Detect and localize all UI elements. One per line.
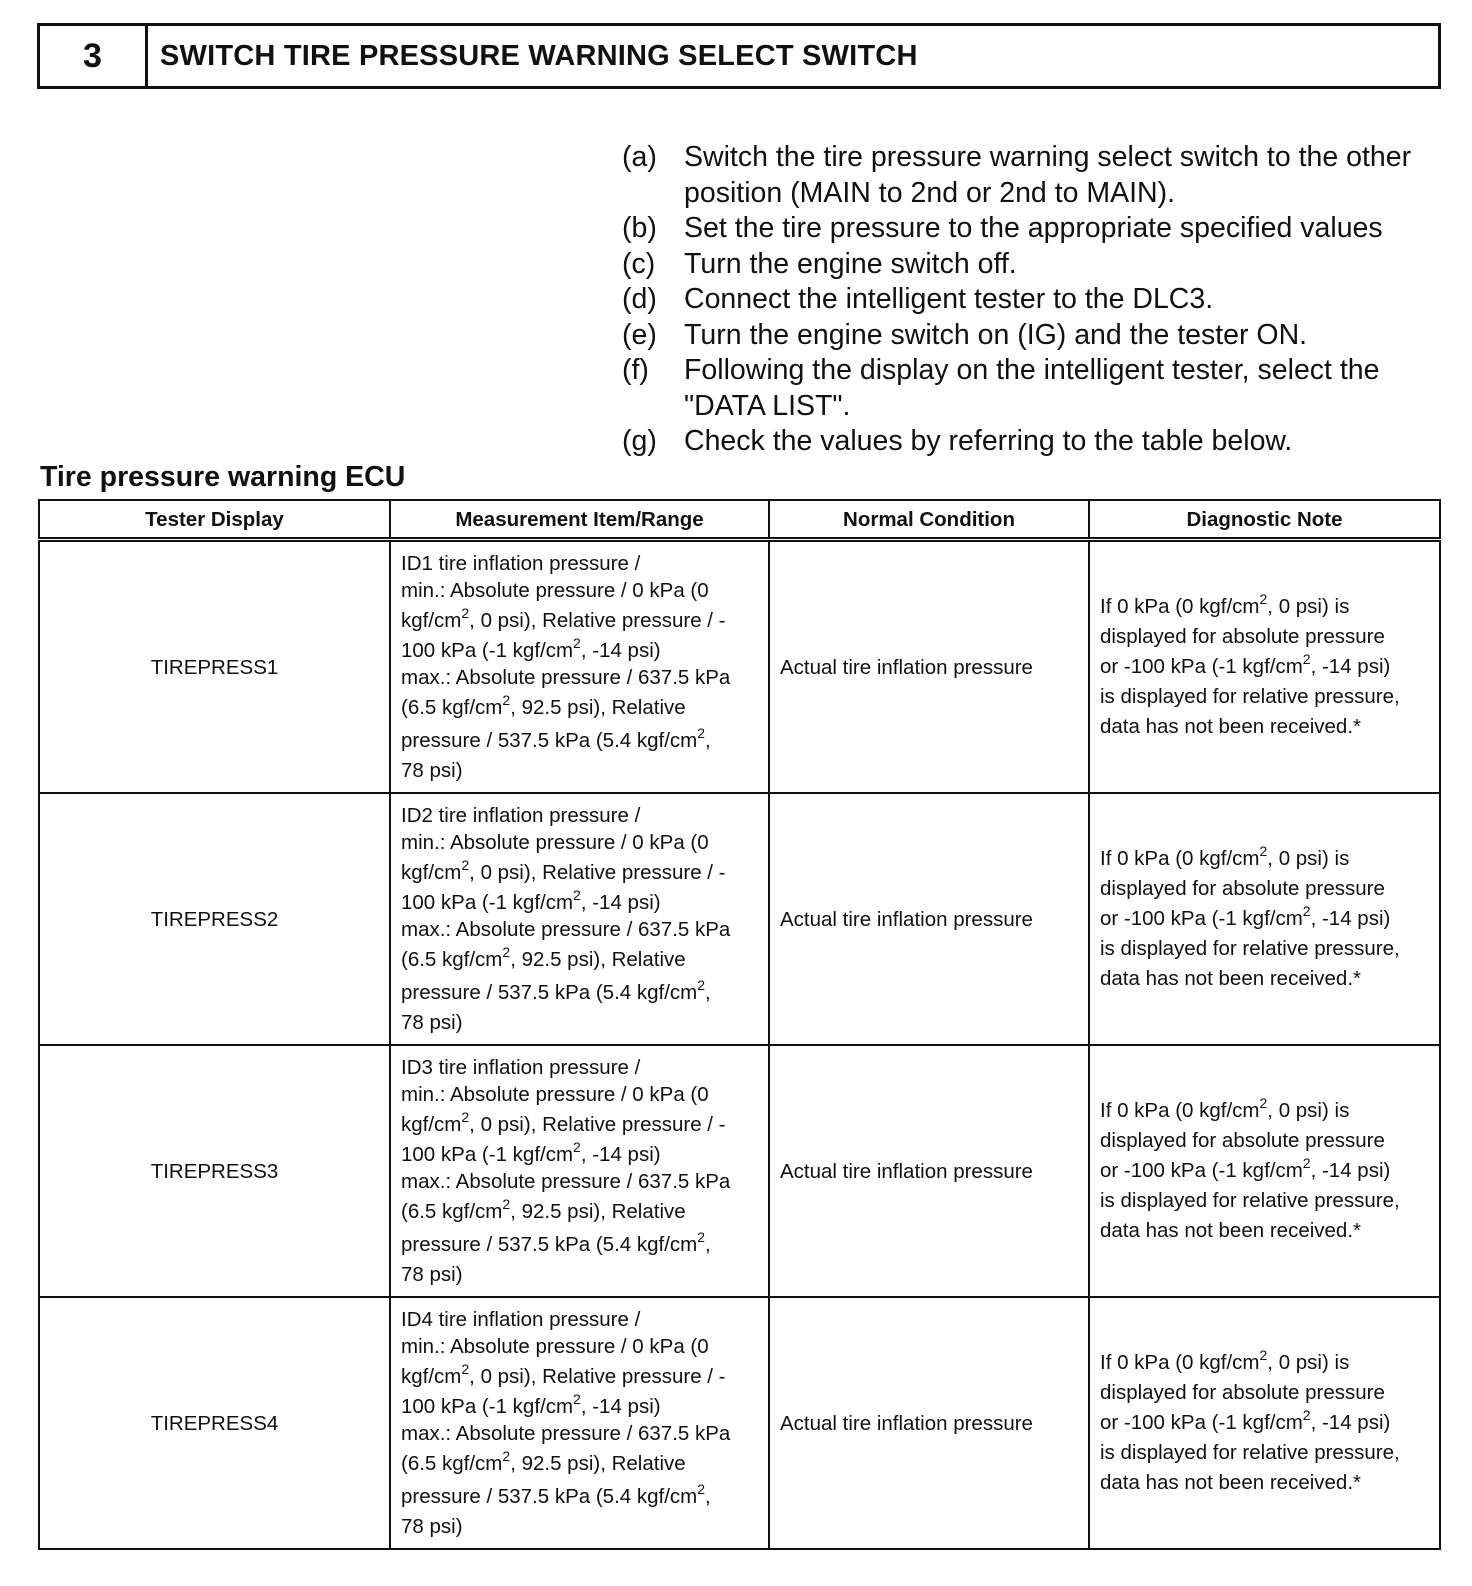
table-header-row (39, 500, 1440, 540)
instruction-text: Switch the tire pressure warning select switch to the other position (MAIN to 2nd or 2nd to MAIN). (684, 141, 1412, 209)
normal-condition-cell: Actual tire inflation pressure (769, 1297, 1089, 1549)
note-line: or -100 kPa (-1 kgf/$cm^2$, -14 psi) (1100, 1155, 1391, 1182)
instruction-item (622, 318, 1452, 354)
header-measurement-item: Measurement Item/Range (390, 500, 769, 540)
range-last-line: 78 psi) (401, 759, 463, 782)
instruction-list (622, 140, 1452, 460)
range-rel-max-line: pressure / 537.5 kPa (5.4 kgf/$cm^2$, (401, 977, 711, 1004)
note-line: is displayed for relative pressure, (1100, 685, 1400, 708)
tester-display-cell: TIREPRESS3 (39, 1045, 390, 1297)
instruction-item (622, 140, 1452, 211)
step-number: 3 (40, 26, 148, 86)
note-line: data has not been received.* (1100, 1471, 1361, 1494)
table-title: Tire pressure warning ECU (40, 461, 406, 493)
table-row (39, 1045, 1440, 1297)
note-line: or -100 kPa (-1 kgf/$cm^2$, -14 psi) (1100, 651, 1391, 678)
note-line: is displayed for relative pressure, (1100, 937, 1400, 960)
instruction-label: (b) (622, 212, 657, 244)
range-min-line: min.: Absolute pressure / 0 kPa (0 (401, 579, 709, 602)
item-name: ID2 tire inflation pressure / (401, 804, 641, 827)
note-line: is displayed for relative pressure, (1100, 1189, 1400, 1212)
normal-condition-cell: Actual tire inflation pressure (769, 540, 1089, 794)
normal-condition-cell: Actual tire inflation pressure (769, 793, 1089, 1045)
note-line: is displayed for relative pressure, (1100, 1441, 1400, 1464)
header-diagnostic-note: Diagnostic Note (1089, 500, 1440, 540)
range-rel-max-line: pressure / 537.5 kPa (5.4 kgf/$cm^2$, (401, 1481, 711, 1508)
instruction-text: Turn the engine switch off. (684, 247, 1017, 280)
note-line: If 0 kPa (0 kgf/$cm^2$, 0 psi) is (1100, 843, 1350, 870)
range-max-units-line: (6.5 kgf/$cm^2$, 92.5 psi), Relative (401, 1196, 686, 1223)
instruction-text: Turn the engine switch on (IG) and the tester ON. (684, 318, 1308, 351)
note-line: displayed for absolute pressure (1100, 877, 1385, 900)
note-line: displayed for absolute pressure (1100, 625, 1385, 648)
instruction-label: (d) (622, 283, 657, 315)
step-header (37, 23, 1441, 89)
instruction-label: (f) (622, 354, 649, 386)
item-name: ID3 tire inflation pressure / (401, 1056, 641, 1079)
range-max-units-line: (6.5 kgf/$cm^2$, 92.5 psi), Relative (401, 1448, 686, 1475)
tester-display-cell: TIREPRESS2 (39, 793, 390, 1045)
range-min-line: min.: Absolute pressure / 0 kPa (0 (401, 831, 709, 854)
note-line: data has not been received.* (1100, 715, 1361, 738)
range-min-units-line: kgf/$cm^2$, 0 psi), Relative pressure / - (401, 605, 726, 632)
note-line: displayed for absolute pressure (1100, 1381, 1385, 1404)
table-row (39, 540, 1440, 794)
instruction-label: (g) (622, 425, 657, 457)
tester-display-cell: TIREPRESS1 (39, 540, 390, 794)
range-max-line: max.: Absolute pressure / 637.5 kPa (401, 1170, 731, 1193)
instruction-label: (c) (622, 247, 656, 280)
measurement-range-cell (390, 1297, 769, 1549)
range-max-line: max.: Absolute pressure / 637.5 kPa (401, 666, 731, 689)
instruction-label: (a) (622, 141, 657, 173)
measurement-range-cell (390, 1045, 769, 1297)
data-list-table (38, 499, 1441, 1550)
step-title: SWITCH TIRE PRESSURE WARNING SELECT SWITCH (160, 39, 918, 72)
instruction-text: Set the tire pressure to the appropriate specified values (684, 212, 1383, 244)
note-line: data has not been received.* (1100, 967, 1361, 990)
instruction-text: Following the display on the intelligent tester, select the "DATA LIST". (684, 354, 1380, 422)
diagnostic-note-cell (1089, 793, 1440, 1045)
range-min-units-line: kgf/$cm^2$, 0 psi), Relative pressure / - (401, 857, 726, 884)
header-tester-display: Tester Display (39, 500, 390, 540)
range-min-units-line: kgf/$cm^2$, 0 psi), Relative pressure / - (401, 1361, 726, 1388)
range-max-units-line: (6.5 kgf/$cm^2$, 92.5 psi), Relative (401, 944, 686, 971)
instruction-item (622, 353, 1452, 424)
item-name: ID4 tire inflation pressure / (401, 1308, 641, 1331)
note-line: or -100 kPa (-1 kgf/$cm^2$, -14 psi) (1100, 903, 1391, 930)
range-min-units-line: kgf/$cm^2$, 0 psi), Relative pressure / - (401, 1109, 726, 1136)
measurement-range-cell (390, 793, 769, 1045)
range-max-line: max.: Absolute pressure / 637.5 kPa (401, 918, 731, 941)
instruction-text: Connect the intelligent tester to the DLC3. (684, 283, 1214, 315)
range-rel-min-line: 100 kPa (-1 kgf/$cm^2$, -14 psi) (401, 887, 661, 914)
range-rel-max-line: pressure / 537.5 kPa (5.4 kgf/$cm^2$, (401, 725, 711, 752)
measurement-range-cell (390, 540, 769, 794)
tester-display-cell: TIREPRESS4 (39, 1297, 390, 1549)
normal-condition-cell: Actual tire inflation pressure (769, 1045, 1089, 1297)
table-row (39, 793, 1440, 1045)
instruction-text: Check the values by referring to the table below. (684, 425, 1293, 457)
diagnostic-note-cell (1089, 1297, 1440, 1549)
note-line: or -100 kPa (-1 kgf/$cm^2$, -14 psi) (1100, 1407, 1391, 1434)
range-min-line: min.: Absolute pressure / 0 kPa (0 (401, 1335, 709, 1358)
table-row (39, 1297, 1440, 1549)
note-line: displayed for absolute pressure (1100, 1129, 1385, 1152)
range-max-line: max.: Absolute pressure / 637.5 kPa (401, 1422, 731, 1445)
range-last-line: 78 psi) (401, 1515, 463, 1538)
header-normal-condition: Normal Condition (769, 500, 1089, 540)
note-line: data has not been received.* (1100, 1219, 1361, 1242)
range-rel-min-line: 100 kPa (-1 kgf/$cm^2$, -14 psi) (401, 635, 661, 662)
note-line: If 0 kPa (0 kgf/$cm^2$, 0 psi) is (1100, 591, 1350, 618)
range-rel-max-line: pressure / 537.5 kPa (5.4 kgf/$cm^2$, (401, 1229, 711, 1256)
diagnostic-note-cell (1089, 540, 1440, 794)
instruction-item (622, 211, 1452, 247)
instruction-item (622, 424, 1452, 460)
diagnostic-note-cell (1089, 1045, 1440, 1297)
range-rel-min-line: 100 kPa (-1 kgf/$cm^2$, -14 psi) (401, 1139, 661, 1166)
range-last-line: 78 psi) (401, 1011, 463, 1034)
instruction-label: (e) (622, 318, 657, 351)
range-last-line: 78 psi) (401, 1263, 463, 1286)
range-max-units-line: (6.5 kgf/$cm^2$, 92.5 psi), Relative (401, 692, 686, 719)
note-line: If 0 kPa (0 kgf/$cm^2$, 0 psi) is (1100, 1347, 1350, 1374)
note-line: If 0 kPa (0 kgf/$cm^2$, 0 psi) is (1100, 1095, 1350, 1122)
range-min-line: min.: Absolute pressure / 0 kPa (0 (401, 1083, 709, 1106)
range-rel-min-line: 100 kPa (-1 kgf/$cm^2$, -14 psi) (401, 1391, 661, 1418)
item-name: ID1 tire inflation pressure / (401, 552, 641, 575)
instruction-item (622, 247, 1452, 283)
instruction-item (622, 282, 1452, 318)
